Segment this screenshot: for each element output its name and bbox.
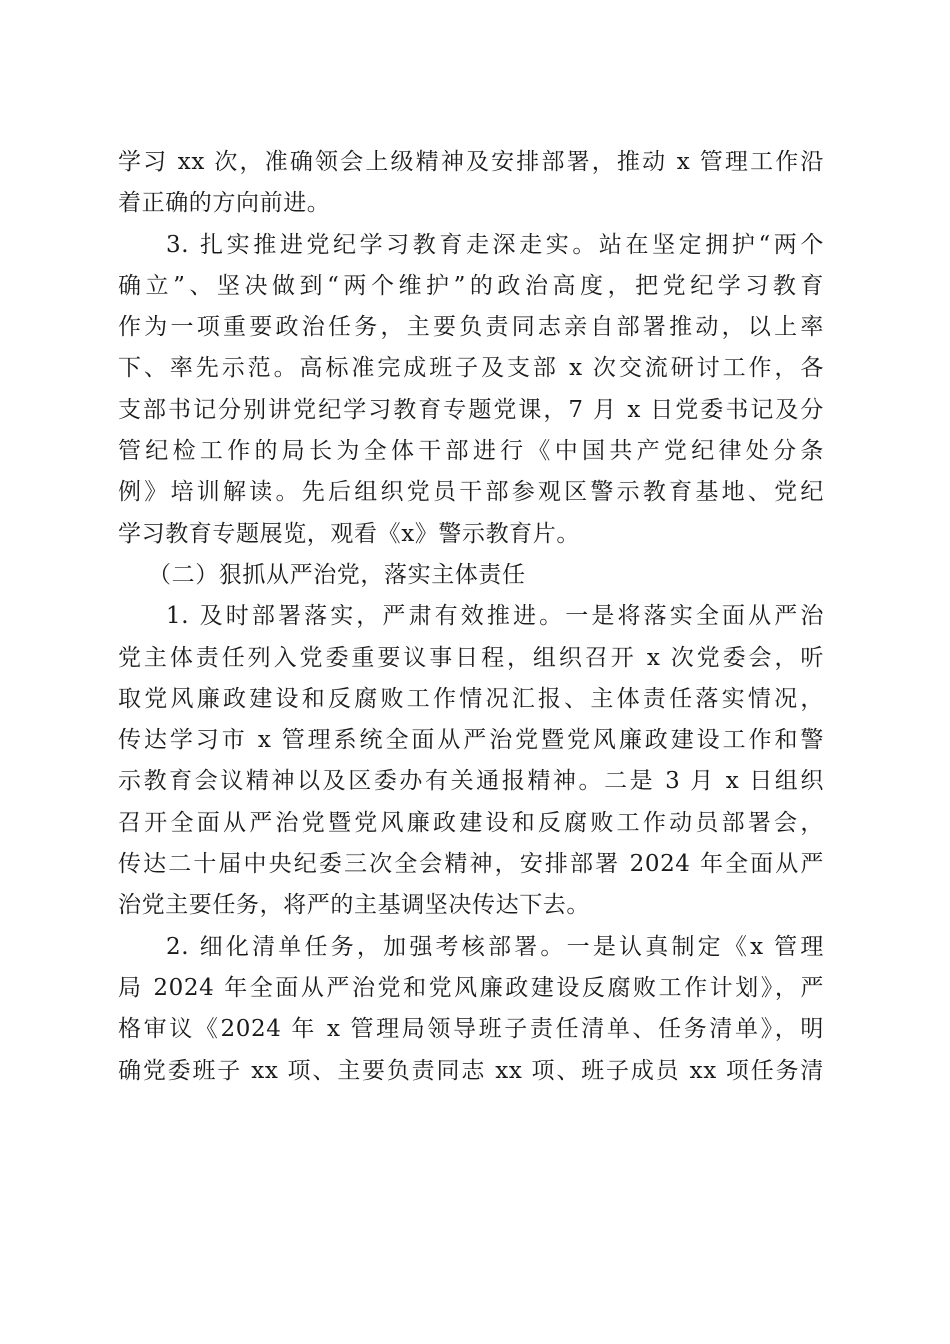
text-line: 格审议《2024 年 x 管理局领导班子责任清单、任务清单》，明 xyxy=(118,1016,824,1043)
text-line: 着正确的方向前进。 xyxy=(118,190,331,217)
text-line: 例》培训解读。先后组织党员干部参观区警示教育基地、党纪 xyxy=(118,479,824,506)
text-line: 管纪检工作的局长为全体干部进行《中国共产党纪律处分条 xyxy=(118,438,824,465)
text-line: 确立”、坚决做到“两个维护”的政治高度，把党纪学习教育 xyxy=(118,272,824,299)
text-line: 召开全面从严治党暨党风廉政建设和反腐败工作动员部署会， xyxy=(118,809,824,836)
text-line: 取党风廉政建设和反腐败工作情况汇报、主体责任落实情况， xyxy=(118,685,824,712)
text-line: 示教育会议精神以及区委办有关通报精神。二是 3 月 x 日组织 xyxy=(118,768,824,795)
text-line: 治党主要任务，将严的主基调坚决传达下去。 xyxy=(118,892,590,919)
text-line: 局 2024 年全面从严治党和党风廉政建设反腐败工作计划》，严 xyxy=(118,974,824,1001)
text-line: 传达学习市 x 管理系统全面从严治党暨党风廉政建设工作和警 xyxy=(118,727,824,754)
text-line: 学习 xx 次，准确领会上级精神及安排部署，推动 x 管理工作沿 xyxy=(118,149,824,175)
text-line: 支部书记分别讲党纪学习教育专题党课，7 月 x 日党委书记及分 xyxy=(118,396,824,423)
text-line: 1. 及时部署落实，严肃有效推进。一是将落实全面从严治 xyxy=(166,603,824,630)
document-body xyxy=(118,142,824,1092)
text-line: 传达二十届中央纪委三次全会精神，安排部署 2024 年全面从严 xyxy=(118,851,824,878)
section-heading: （二）狠抓从严治党，落实主体责任 xyxy=(148,561,526,588)
text-line: 下、率先示范。高标准完成班子及支部 x 次交流研讨工作，各 xyxy=(118,355,824,382)
text-line: 确党委班子 xx 项、主要负责同志 xx 项、班子成员 xx 项任务清 xyxy=(118,1057,824,1084)
text-line: 2. 细化清单任务，加强考核部署。一是认真制定《x 管理 xyxy=(166,933,824,960)
text-line: 党主体责任列入党委重要议事日程，组织召开 x 次党委会，听 xyxy=(118,644,824,671)
text-line: 学习教育专题展览，观看《x》警示教育片。 xyxy=(118,520,580,547)
text-line: 作为一项重要政治任务，主要负责同志亲自部署推动，以上率 xyxy=(118,314,824,341)
text-line: 3. 扎实推进党纪学习教育走深走实。站在坚定拥护“两个 xyxy=(166,231,824,258)
